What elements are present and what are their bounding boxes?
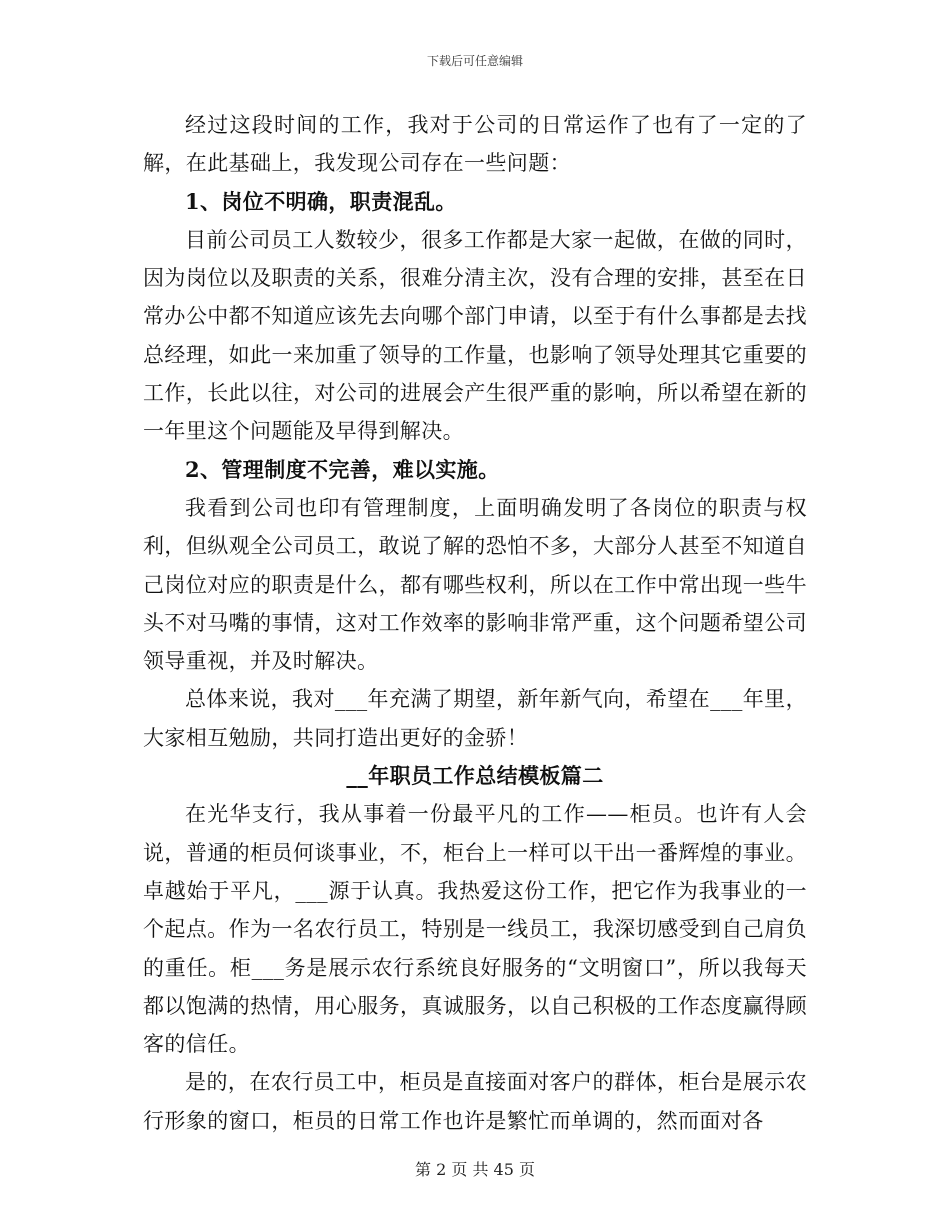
page-header: 下载后可任意编辑	[426, 54, 523, 68]
paragraph-4: 总体来说，我对___年充满了期望，新年新气向，希望在___年里，大家相互勉励，共同打造出更好的金骄！	[143, 687, 807, 750]
document-body	[143, 106, 807, 1140]
paragraph-1: 经过这段时间的工作，我对于公司的日常运作了也有了一定的了解，在此基础上，我发现公司存在一些问题：	[143, 113, 807, 176]
section-heading-2: 2、管理制度不完善，难以实施。	[185, 456, 500, 482]
paragraph-5: 在光华支行，我从事着一份最平凡的工作——柜员。也许有人会说，普通的柜员何谈事业，不，柜台上一样可以干出一番辉煌的事业。卓越始于平凡，___源于认真。我热爱这份工作，把它作为我事业的一个起点。作为一名农行员工，特别是一线员工，我深切感受到自己肩负的重任。柜___务是展示农行系统良好服务的“文明窗口”，所以我每天都以饱满的热情，用心服务，真诚服务，以自己积极的工作态度赢得顾客的信任。	[143, 802, 807, 1057]
page-footer: 第 2 页 共 45 页	[415, 1160, 535, 1179]
paragraph-6: 是的，在农行员工中，柜员是直接面对客户的群体，柜台是展示农行形象的窗口，柜员的日常工作也许是繁忙而单调的，然而面对各	[143, 1070, 807, 1133]
paragraph-2: 目前公司员工人数较少，很多工作都是大家一起做，在做的同时，因为岗位以及职责的关系，很难分清主次，没有合理的安排，甚至在日常办公中都不知道应该先去向哪个部门申请，以至于有什么事都是去找总经理，如此一来加重了领导的工作量，也影响了领导处理其它重要的工作，长此以往，对公司的进展会产生很严重的影响，所以希望在新的一年里这个问题能及早得到解决。	[143, 227, 807, 444]
article-title: __年职员工作总结模板篇二	[346, 763, 604, 789]
section-heading-1: 1、岗位不明确，职责混乱。	[185, 188, 457, 214]
paragraph-3: 我看到公司也印有管理制度，上面明确发明了各岗位的职责与权利，但纵观全公司员工，敢说了解的恐怕不多，大部分人甚至不知道自己岗位对应的职责是什么，都有哪些权利，所以在工作中常出现一些牛头不对马嘴的事情，这对工作效率的影响非常严重，这个问题希望公司领导重视，并及时解决。	[143, 495, 807, 674]
